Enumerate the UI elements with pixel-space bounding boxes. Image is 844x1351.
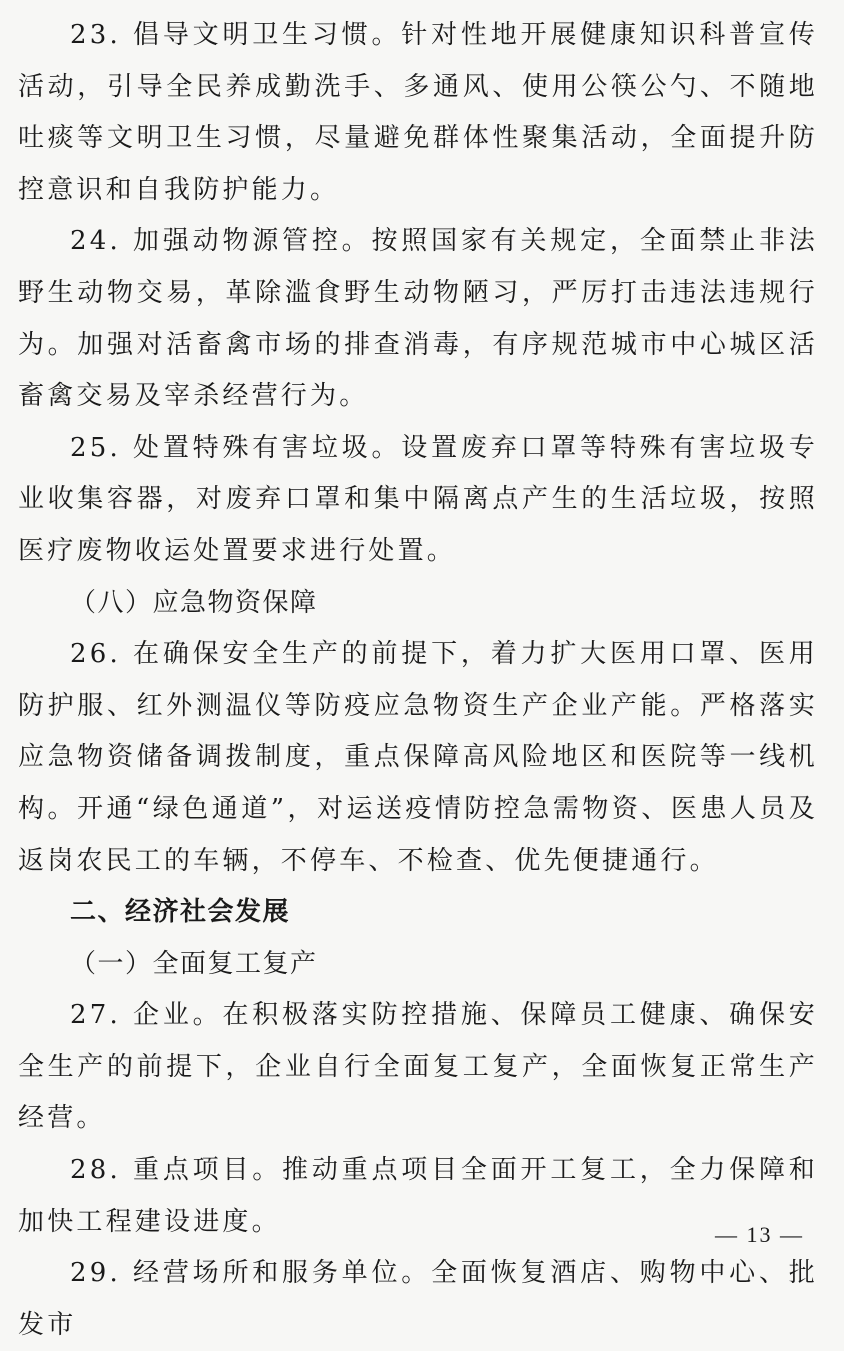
paragraph-26: 26. 在确保安全生产的前提下，着力扩大医用口罩、医用防护服、红外测温仪等防疫应急物资生产企业产能。严格落实应急物资储备调拨制度，重点保障高风险地区和医院等一线机构。开通“绿色通道”，对运送疫情防控急需物资、医患人员及返岗农民工的车辆，不停车、不检查、优先便捷通行。 bbox=[18, 639, 818, 876]
section-heading-economic-development: 二、经济社会发展 bbox=[70, 897, 291, 928]
subheading-resume-production: （一）全面复工复产 bbox=[70, 948, 318, 979]
paragraph-29: 29. 经营场所和服务单位。全面恢复酒店、购物中心、批发市 bbox=[18, 1258, 818, 1340]
paragraph-23: 23. 倡导文明卫生习惯。针对性地开展健康知识科普宣传活动，引导全民养成勤洗手、多通风、使用公筷公勺、不随地吐痰等文明卫生习惯，尽量避免群体性聚集活动，全面提升防控意识和自我防护能力。 bbox=[18, 20, 818, 205]
page-number: — 13 — bbox=[715, 1222, 804, 1247]
subheading-emergency-supplies: （八）应急物资保障 bbox=[70, 587, 318, 618]
paragraph-28: 28. 重点项目。推动重点项目全面开工复工，全力保障和加快工程建设进度。 bbox=[18, 1155, 818, 1237]
document-page bbox=[18, 10, 818, 1351]
paragraph-25: 25. 处置特殊有害垃圾。设置废弃口罩等特殊有害垃圾专业收集容器，对废弃口罩和集中隔离点产生的生活垃圾，按照医疗废物收运处置要求进行处置。 bbox=[18, 432, 818, 566]
paragraph-27: 27. 企业。在积极落实防控措施、保障员工健康、确保安全生产的前提下，企业自行全面复工复产，全面恢复正常生产经营。 bbox=[18, 1000, 818, 1134]
paragraph-24: 24. 加强动物源管控。按照国家有关规定，全面禁止非法野生动物交易，革除滥食野生动物陋习，严厉打击违法违规行为。加强对活畜禽市场的排查消毒，有序规范城市中心城区活畜禽交易及宰杀经营行为。 bbox=[18, 226, 818, 412]
